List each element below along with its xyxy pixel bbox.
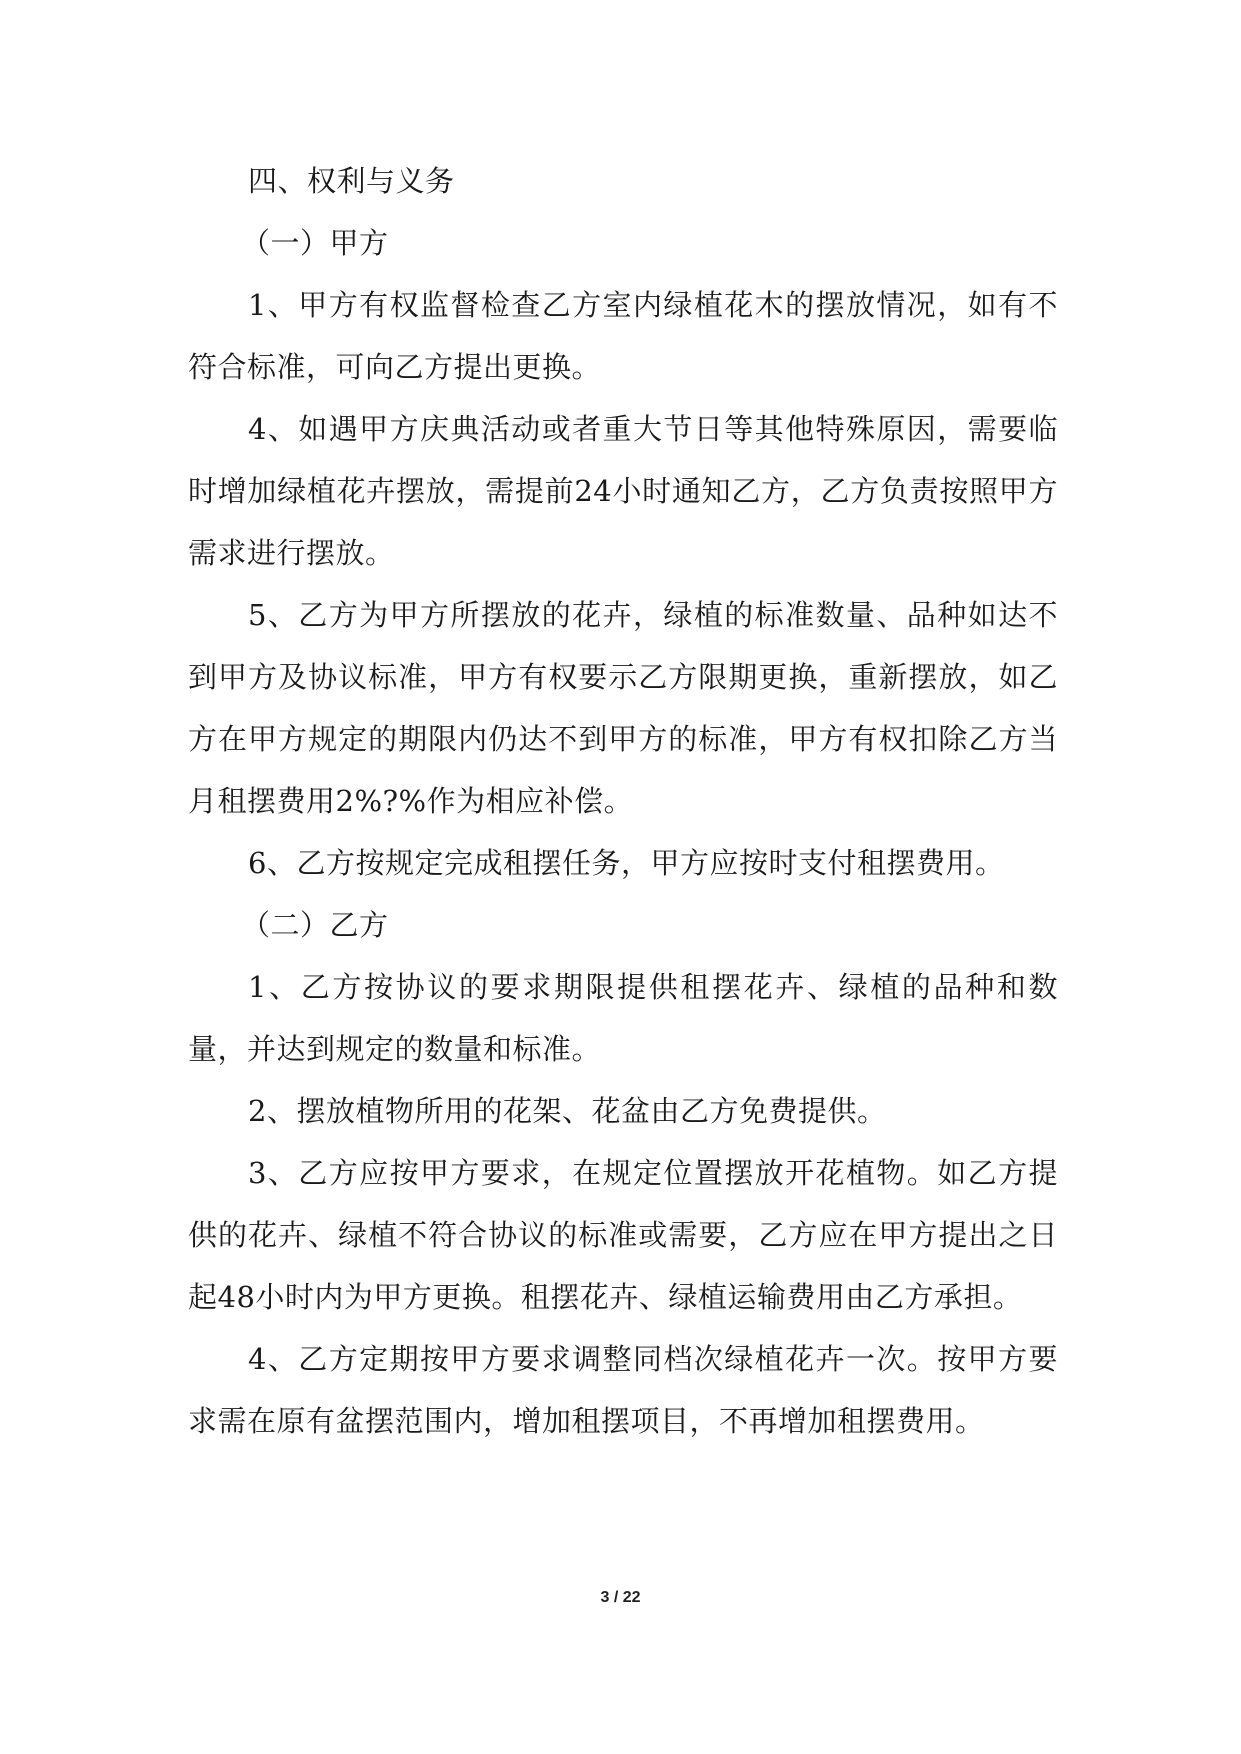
party-a-clause-4: 4、如遇甲方庆典活动或者重大节日等其他特殊原因，需要临时增加绿植花卉摆放，需提前24小时通知乙方，乙方负责按照甲方需求进行摆放。 xyxy=(188,412,1058,570)
party-b-clause-2: 2、摆放植物所用的花架、花盆由乙方免费提供。 xyxy=(248,1094,887,1128)
page-number: 3 / 22 xyxy=(600,1589,641,1606)
section-heading: 四、权利与义务 xyxy=(248,164,455,198)
document-body xyxy=(188,150,1058,1452)
party-a-clause-5: 5、乙方为甲方所摆放的花卉，绿植的标准数量、品种如达不到甲方及协议标准，甲方有权要示乙方限期更换，重新摆放，如乙方在甲方规定的期限内仍达不到甲方的标准，甲方有权扣除乙方当月租摆费用2%?%作为相应补偿。 xyxy=(188,598,1058,818)
party-b-heading: （二）乙方 xyxy=(241,908,389,942)
party-b-clause-4: 4、乙方定期按甲方要求调整同档次绿植花卉一次。按甲方要求需在原有盆摆范围内，增加租摆项目，不再增加租摆费用。 xyxy=(188,1342,1058,1438)
party-a-heading: （一）甲方 xyxy=(241,226,389,260)
party-b-clause-3: 3、乙方应按甲方要求，在规定位置摆放开花植物。如乙方提供的花卉、绿植不符合协议的标准或需要，乙方应在甲方提出之日起48小时内为甲方更换。租摆花卉、绿植运输费用由乙方承担。 xyxy=(188,1156,1058,1314)
party-a-clause-6: 6、乙方按规定完成租摆任务，甲方应按时支付租摆费用。 xyxy=(248,846,1005,880)
party-b-clause-1: 1、乙方按协议的要求期限提供租摆花卉、绿植的品种和数量，并达到规定的数量和标准。 xyxy=(188,970,1058,1066)
party-a-clause-1: 1、甲方有权监督检查乙方室内绿植花木的摆放情况，如有不符合标准，可向乙方提出更换。 xyxy=(188,288,1058,384)
